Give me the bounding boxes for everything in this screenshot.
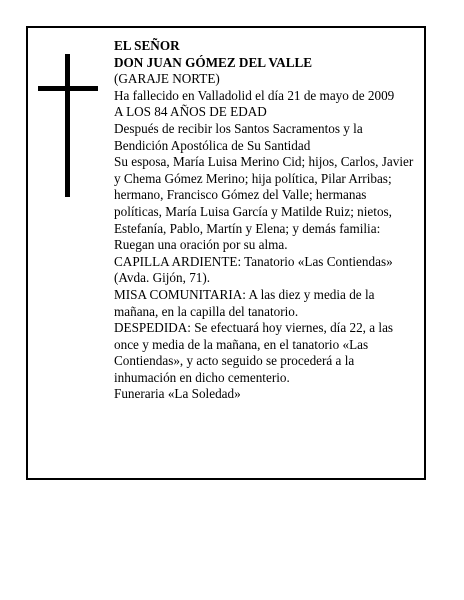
- age-line: A LOS 84 AÑOS DE EDAD: [114, 104, 267, 120]
- mass-paragraph: MISA COMUNITARIA: A las diez y media de la mañana, en la capilla del tanatorio.: [114, 286, 375, 319]
- deceased-name: DON JUAN GÓMEZ DEL VALLE: [114, 54, 313, 70]
- farewell-paragraph: DESPEDIDA: Se efectuará hoy viernes, día 22, a las once y media de la mañana, en el tanatorio «Las Contiendas», y acto seguido se procederá a la inhumación en dicho cementerio.: [114, 320, 394, 385]
- death-statement: Ha fallecido en Valladolid el día 21 de mayo de 2009: [114, 87, 395, 103]
- sacraments-paragraph: Después de recibir los Santos Sacramentos y la Bendición Apostólica de Su Santidad: [114, 120, 363, 153]
- cross-icon: [65, 54, 70, 197]
- obituary-text: [114, 38, 414, 403]
- prayer-line: Ruegan una oración por su alma.: [114, 237, 288, 253]
- family-paragraph: Su esposa, María Luisa Merino Cid; hijos, Carlos, Javier y Chema Gómez Merino; hija política, Pilar Arribas; hermano, Francisco Gómez del Valle; hermanas políticas, María Luisa García y Matilde Ruiz; nietos, Estefanía, Pablo, Martín y Elena; y demás familia:: [114, 154, 414, 236]
- funeral-home-line: Funeraria «La Soledad»: [114, 386, 241, 402]
- cross-icon-bar: [38, 86, 98, 91]
- chapel-paragraph: CAPILLA ARDIENTE: Tanatorio «Las Contiendas» (Avda. Gijón, 71).: [114, 253, 393, 286]
- title-line: EL SEÑOR: [114, 38, 180, 53]
- business-name: (GARAJE NORTE): [114, 71, 220, 87]
